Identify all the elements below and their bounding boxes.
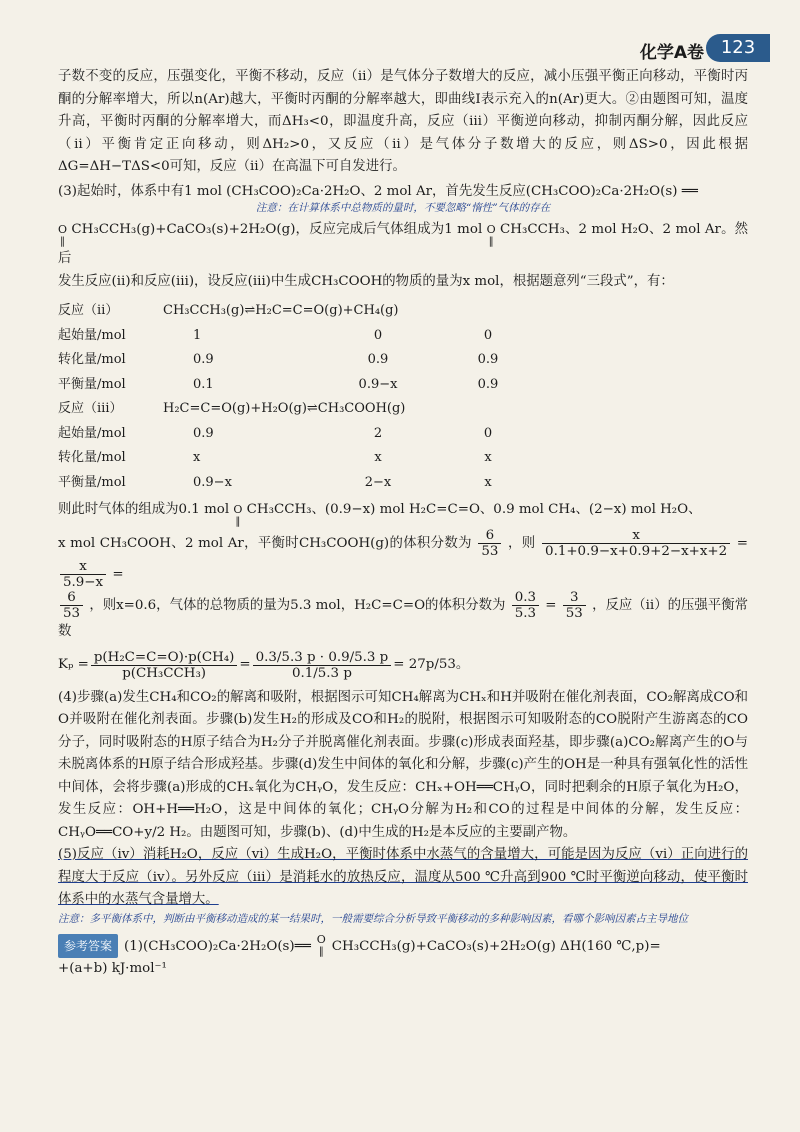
reaction-ii-label: 反应（ⅱ） — [58, 303, 119, 318]
cell: x — [484, 450, 492, 465]
cell: 0.9 — [477, 376, 499, 392]
row-label: 转化量/mol — [58, 352, 126, 367]
ice-row-reaction-iii — [58, 397, 533, 422]
fraction-x-sum — [542, 528, 730, 559]
equals-sign: = — [239, 656, 251, 672]
kp-expression — [58, 650, 748, 681]
answer-text-1: (1)(CH₃COO)₂Ca·2H₂O(s)══ — [124, 938, 311, 954]
volume-fraction-text: x mol CH₃COOH、2 mol Ar，平衡时CH₃COOH(g)的体积分数为 — [58, 536, 472, 551]
acetone-structure-2: O ‖ — [486, 223, 496, 247]
table-row — [58, 324, 533, 349]
cell: 0.9−x — [358, 376, 398, 392]
cell: 0 — [483, 327, 493, 343]
solution-text: ，则x=0.6，气体的总物质的量为5.3 mol，H₂C=C=O的体积分数为 — [89, 598, 506, 613]
ice-row-reaction-ii — [58, 299, 533, 324]
part3-text: (3)起始时，体系中有1 mol (CH₃COO)₂Ca·2H₂O、2 mol Ar，首先发生反应(CH₃COO)₂Ca·2H₂O(s) ══ — [58, 183, 698, 199]
book-title: 化学A卷 — [639, 43, 704, 63]
reference-answer — [58, 934, 748, 959]
page-body — [58, 66, 748, 981]
cell: 0.1 — [193, 376, 214, 392]
frac-num: x — [542, 528, 730, 544]
frac-num: 3 — [563, 590, 586, 606]
fraction-3-53 — [563, 590, 586, 621]
kp-fraction-values — [253, 650, 392, 681]
kp-values-denominator: 0.1/5.3 p — [291, 665, 352, 681]
cell: 0 — [373, 327, 383, 343]
frac-den: 0.1+0.9−x+0.9+2−x+x+2 — [545, 544, 728, 559]
cell: 0 — [483, 425, 493, 441]
kp-denominator: p(CH₃CCH₃) — [122, 665, 207, 681]
annotation-note-multi-equilibrium: 注意：多平衡体系中，判断由平衡移动造成的某一结果时，一般需要综合分析导致平衡移动的多种影响因素，看哪个影响因素占主导地位 — [58, 912, 688, 925]
paragraph-part3-intro — [58, 181, 748, 204]
frac-num: x — [60, 559, 106, 575]
composition-text-b: CH₃CCH₃、(0.9−x) mol H₂C=C=O、0.9 mol CH₄、(2−x) mol H₂O、 — [246, 502, 702, 517]
row-label: 平衡量/mol — [58, 474, 126, 490]
kp-label: Kₚ = — [58, 656, 89, 672]
cell: 0.9 — [367, 352, 389, 367]
table-row — [58, 373, 533, 398]
paragraph-volume-fraction — [58, 528, 748, 590]
paragraph-part5: (5)反应（ⅳ）消耗H₂O，反应（ⅵ）生成H₂O，平衡时体系中水蒸气的含量增大，可能是因为反应（ⅵ）正向进行的程度大于反应（ⅳ）。另外反应（ⅲ）是消耗水的放热反应，温度从500 ℃升高到900 ℃时平衡逆向移动，使平衡时体系中的水蒸气含量增大。 — [58, 847, 748, 907]
cell: 0.9 — [193, 352, 214, 367]
answer-text-3: +(a+b) kJ·mol⁻¹ — [58, 961, 167, 976]
row-label: 起始量/mol — [58, 327, 126, 343]
cell: 0.9 — [477, 352, 499, 367]
cell: 2 — [373, 425, 383, 441]
acetone-structure-3: O ‖ — [233, 503, 243, 527]
table-row — [58, 348, 533, 373]
cell: 2−x — [364, 474, 392, 490]
kp-values-numerator: 0.3/5.3 p · 0.9/5.3 p — [253, 650, 392, 666]
frac-den: 53 — [565, 606, 583, 621]
paragraph-part3-setup: 发生反应(ⅱ)和反应(ⅲ)，设反应(ⅲ)中生成CH₃COOH的物质的量为x mol，根据题意列“三段式”，有： — [58, 273, 674, 289]
fraction-6-53 — [478, 528, 501, 559]
frac-num: 6 — [478, 528, 501, 544]
table-row — [58, 471, 533, 496]
row-label: 平衡量/mol — [58, 376, 126, 392]
equals-sign: = — [736, 536, 748, 551]
cell: 0.9 — [193, 425, 214, 441]
ice-table — [58, 299, 533, 495]
composition-text-a: 则此时气体的组成为0.1 mol — [58, 502, 230, 517]
part3-products-text: CH₃CCH₃(g)+CaCO₃(s)+2H₂O(g)，反应完成后气体组成为1 mol — [71, 222, 483, 237]
text-then: ，则 — [508, 536, 536, 551]
kp-numerator: p(H₂C=C=O)·p(CH₄) — [91, 650, 238, 666]
paragraph-solution — [58, 590, 748, 644]
reaction-iii-label: 反应（ⅲ） — [58, 401, 123, 416]
frac-den: 5.3 — [514, 606, 536, 621]
cell: 0.9−x — [193, 474, 232, 490]
paragraph-continuation: 子数不变的反应，压强变化，平衡不移动，反应（ⅱ）是气体分子数增大的反应，减小压强平衡正向移动，平衡时丙酮的分解率增大，所以n(Ar)越大，平衡时丙酮的分解率越大，即曲线Ⅰ表示充入的n(Ar)更大。②由题图可知，温度升高，平衡时丙酮的分解率增大，而ΔH₃<0，即温度升高，反应（ⅲ）平衡逆向移动，抑制丙酮分解，因此反应（ⅱ）平衡肯定正向移动，则ΔH₂>0，又反应（ⅱ）是气体分子数增大的反应，则ΔS>0，因此根据ΔG=ΔH−TΔS<0可知，反应（ⅱ）在高温下可自发进行。 — [58, 69, 748, 174]
fraction-6-53-b — [60, 590, 83, 621]
answer-tag: 参考答案 — [58, 934, 118, 959]
reaction-iii-equation: H₂C=C=O(g)+H₂O(g)⇌CH₃COOH(g) — [163, 401, 406, 416]
frac-num: 6 — [60, 590, 83, 606]
kp-result: = 27p/53。 — [393, 656, 470, 672]
answer-text-2: CH₃CCH₃(g)+CaCO₃(s)+2H₂O(g) ΔH(160 ℃,p)= — [331, 938, 661, 954]
cell: x — [374, 450, 382, 465]
kp-fraction — [91, 650, 238, 681]
equals-sign: = — [545, 598, 557, 613]
cell: x — [193, 450, 201, 465]
frac-den: 53 — [481, 544, 499, 559]
equals-sign: = — [112, 567, 124, 582]
table-row — [58, 422, 533, 447]
kp-intro-text: ，反应（ⅱ）的压强平衡常数 — [58, 598, 748, 639]
fraction-x-5.9 — [60, 559, 106, 590]
row-label: 转化量/mol — [58, 450, 126, 465]
acetone-structure: O ‖ — [58, 223, 68, 247]
fraction-0.3-5.3 — [512, 590, 539, 621]
reaction-ii-equation: CH₃CCH₃(g)⇌H₂C=C=O(g)+CH₄(g) — [163, 303, 399, 318]
row-label: 起始量/mol — [58, 425, 126, 441]
table-row — [58, 446, 533, 471]
part3-products-text-2: CH₃CCH₃、2 mol H₂O、2 mol Ar。然后 — [58, 222, 748, 266]
frac-num: 0.3 — [512, 590, 539, 606]
cell: x — [484, 474, 492, 490]
acetone-structure-4: O ‖ — [316, 933, 326, 957]
paragraph-gas-composition — [58, 499, 748, 528]
frac-den: 53 — [63, 606, 81, 621]
paragraph-part3-products — [58, 219, 748, 271]
paragraph-part4: (4)步骤(a)发生CH₄和CO₂的解离和吸附，根据图示可知CH₄解离为CHₓ和H并吸附在催化剂表面，CO₂解离成CO和O并吸附在催化剂表面。步骤(b)发生H₂的形成及CO和H₂的脱附，根据图示可知吸附态的CO脱附产生游离态的CO分子，同时吸附态的H原子结合为H₂分子并脱离催化剂表面。步骤(c)形成表面羟基，即步骤(a)CO₂解离产生的O与未脱离体系的H原子结合形成羟基。步骤(d)发生中间体的氧化和分解，步骤(c)产生的OH是一种具有强氧化性的活性中间体，会将步骤(a)形成的CHₓ氧化为CHᵧO，发生反应：CHₓ+OH══CHᵧO，同时把剩余的H原子氧化为H₂O，发生反应：OH+H══H₂O，这是中间体的氧化；CHᵧO分解为H₂和CO的过程是中间体的分解，发生反应：CHᵧO══CO+y/2 H₂。由题图可知，步骤(b)、(d)中生成的H₂是本反应的主要副产物。 — [58, 689, 748, 840]
page-number: 123 — [706, 34, 770, 62]
page-header — [0, 34, 800, 64]
annotation-note-inert-gas: 注意：在计算体系中总物质的量时，不要忽略“惰性”气体的存在 — [255, 202, 551, 214]
cell: 1 — [193, 327, 202, 343]
frac-den: 5.9−x — [63, 575, 104, 590]
